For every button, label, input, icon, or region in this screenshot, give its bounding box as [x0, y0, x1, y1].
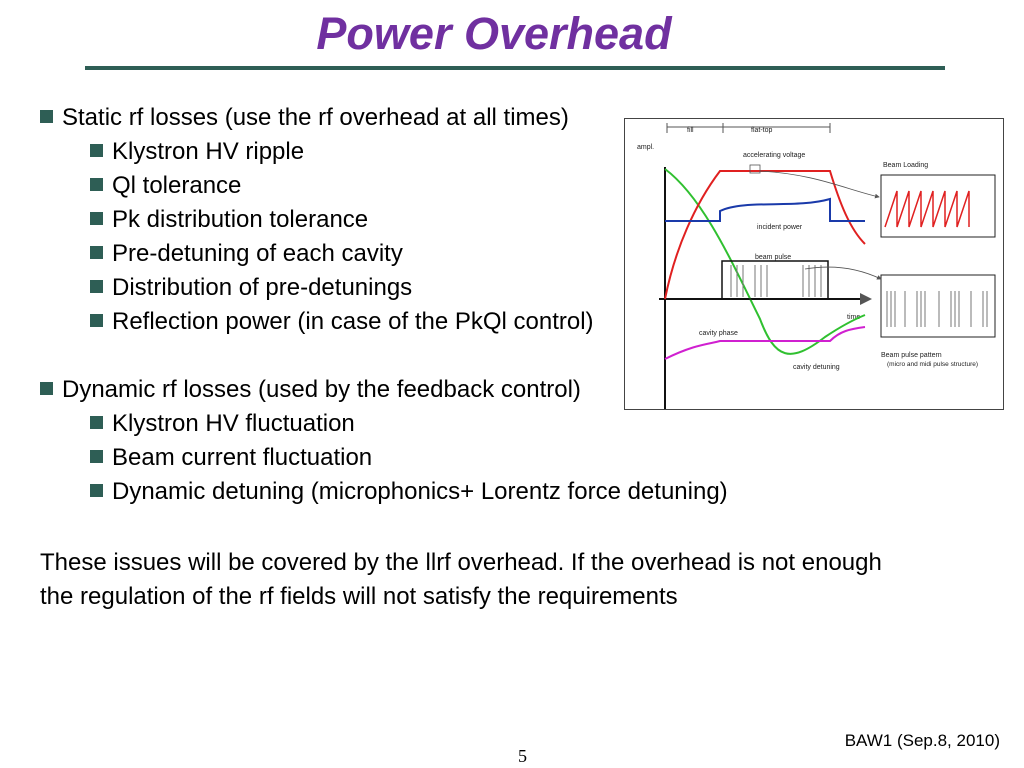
- cavity-detuning-label: cavity detuning: [793, 364, 840, 371]
- sub-bullet: [90, 172, 241, 200]
- cavity-phase-label: cavity phase: [699, 330, 738, 337]
- static-losses-text: Static rf losses (use the rf overhead at all times): [62, 104, 569, 131]
- incident-power-label: incident power: [757, 224, 803, 231]
- accelerating-voltage-curve: [665, 171, 865, 299]
- bullet-square-icon: [90, 144, 103, 157]
- beam-loading-label: Beam Loading: [883, 162, 929, 169]
- bullet-square-icon: [90, 484, 103, 497]
- beam-pulse-box: [722, 261, 828, 299]
- title-divider: [85, 66, 945, 70]
- bullet-square-icon: [90, 450, 103, 463]
- sub-bullet: [90, 308, 594, 336]
- bullet-static-losses: [40, 104, 569, 132]
- sub-bullet-text: Ql tolerance: [112, 172, 242, 199]
- sub-bullet-text: Pk distribution tolerance: [112, 206, 369, 233]
- slide-title: Power Overhead: [316, 8, 672, 59]
- bullet-square-icon: [40, 382, 53, 395]
- beam-pulse-pattern-inset: [881, 275, 995, 337]
- rf-pulse-diagram-svg: [625, 119, 1003, 409]
- conclusion-paragraph: These issues will be covered by the llrf overhead. If the overhead is not enough the regulation of the rf fields will not satisfy the requirements: [40, 549, 882, 610]
- accelerating-voltage-label: accelerating voltage: [743, 152, 806, 159]
- sub-bullet-text: Beam current fluctuation: [112, 444, 373, 471]
- sub-bullet: [90, 478, 728, 506]
- sub-bullet: [90, 240, 403, 268]
- bullet-square-icon: [90, 246, 103, 259]
- beam-pulse-label: beam pulse: [755, 254, 792, 261]
- beam-pulse-lines: [731, 265, 821, 297]
- bullet-square-icon: [40, 110, 53, 123]
- pattern-zoom-arrow: [805, 267, 881, 279]
- bullet-square-icon: [90, 416, 103, 429]
- bullet-square-icon: [90, 178, 103, 191]
- bullet-square-icon: [90, 212, 103, 225]
- micro-midi-label: (micro and midi pulse structure): [887, 361, 979, 368]
- ampl-axis-label: ampl.: [637, 144, 655, 151]
- sub-bullet-text: Distribution of pre-detunings: [112, 274, 413, 301]
- sub-bullet-text: Pre-detuning of each cavity: [112, 240, 403, 267]
- sub-bullet: [90, 138, 304, 166]
- bullet-dynamic-losses: [40, 376, 581, 404]
- dynamic-losses-text: Dynamic rf losses (used by the feedback control): [62, 376, 581, 403]
- bullet-square-icon: [90, 314, 103, 327]
- sub-bullet-text: Dynamic detuning (microphonics+ Lorentz force detuning): [112, 478, 728, 505]
- sub-bullet-text: Reflection power (in case of the PkQl control): [112, 308, 594, 335]
- bullet-square-icon: [90, 280, 103, 293]
- rf-pulse-diagram: [624, 118, 1004, 410]
- flattop-label: flat-top: [751, 127, 773, 134]
- sub-bullet-text: Klystron HV fluctuation: [112, 410, 355, 437]
- sub-bullet-text: Klystron HV ripple: [112, 138, 305, 165]
- page-number: 5: [518, 746, 527, 766]
- zoom-arrow: [760, 171, 879, 197]
- beam-pulse-pattern-label: Beam pulse pattern: [881, 352, 942, 359]
- beam-loading-inset: [881, 175, 995, 237]
- time-axis-label: time: [847, 314, 861, 321]
- sub-bullet: [90, 410, 355, 438]
- footer-citation: BAW1 (Sep.8, 2010): [844, 731, 1000, 750]
- sub-bullet: [90, 274, 412, 302]
- fill-label: fill: [687, 127, 694, 134]
- sub-bullet: [90, 206, 368, 234]
- sub-bullet: [90, 444, 372, 472]
